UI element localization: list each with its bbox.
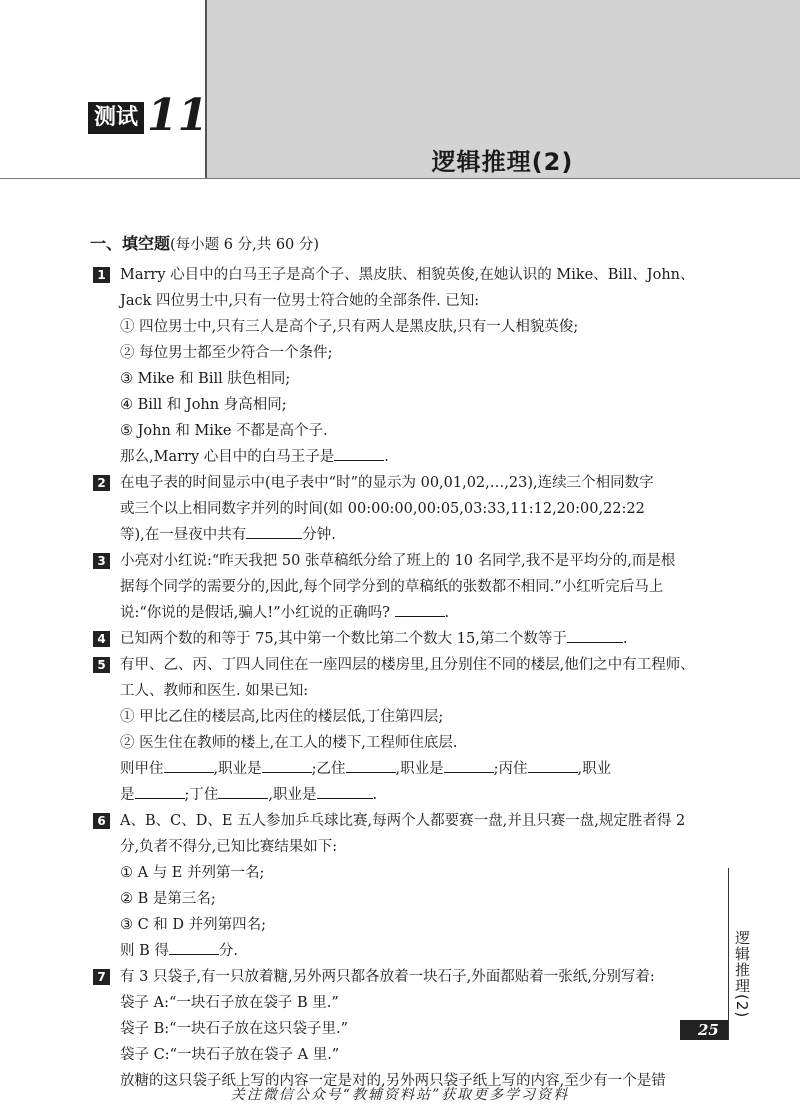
sidebar-chapter-label: 逻辑推理(2) bbox=[733, 930, 751, 1019]
question-text-fragment: ,职业是 bbox=[395, 761, 444, 777]
question-text-line bbox=[120, 756, 715, 782]
question-text-line bbox=[120, 626, 715, 652]
section-title: 一、填空题 bbox=[90, 234, 171, 253]
question-text-line bbox=[120, 782, 715, 808]
bag-label-line: 袋子 B:“一块石子放在这只袋子里.” bbox=[120, 1021, 349, 1037]
question-text-line: 分,负者不得分,已知比赛结果如下: bbox=[120, 839, 338, 855]
answer-blank[interactable] bbox=[528, 758, 578, 773]
question-text-line: 小亮对小红说:“昨天我把 50 张草稿纸分给了班上的 10 名同学,我不是平均分的,而是根 bbox=[120, 553, 676, 569]
question-text-line: 有 3 只袋子,有一只放着糖,另外两只都各放着一块石子,外面都贴着一张纸,分别写着: bbox=[120, 969, 655, 985]
question-7 bbox=[90, 964, 715, 1094]
answer-blank[interactable] bbox=[567, 628, 623, 643]
question-text-line: 在电子表的时间显示中(电子表中“时”的显示为 00,01,02,…,23),连续三个相同数字 bbox=[120, 475, 654, 491]
question-text-fragment: 说:“你说的是假话,骗人!”小红说的正确吗? bbox=[120, 605, 390, 621]
bag-label-line: 袋子 A:“一块石子放在袋子 B 里.” bbox=[120, 995, 339, 1011]
question-text-fragment: ;丙住 bbox=[493, 761, 528, 777]
question-text-line: 或三个以上相同数字并列的时间(如 00:00:00,00:05,03:33,11:12,20:00,22:22 bbox=[120, 501, 645, 517]
question-text-fragment: 分. bbox=[218, 943, 238, 959]
answer-blank[interactable] bbox=[346, 758, 396, 773]
question-text-line bbox=[120, 600, 715, 626]
question-number-badge: 3 bbox=[93, 553, 110, 569]
answer-blank[interactable] bbox=[317, 784, 373, 799]
answer-blank[interactable] bbox=[444, 758, 494, 773]
answer-blank[interactable] bbox=[169, 940, 219, 955]
answer-blank[interactable] bbox=[135, 784, 185, 799]
question-text-fragment: . bbox=[384, 449, 389, 465]
question-text-fragment: ,职业是 bbox=[213, 761, 262, 777]
condition-line: ② 医生住在教师的楼上,在工人的楼下,工程师住底层. bbox=[120, 735, 458, 751]
question-3 bbox=[90, 548, 715, 626]
question-text-fragment: . bbox=[622, 631, 628, 647]
condition-line: ③ Mike 和 Bill 肤色相同; bbox=[120, 371, 291, 387]
question-text-fragment: 则甲住 bbox=[120, 761, 164, 777]
question-text-fragment: 已知两个数的和等于 75,其中第一个数比第二个数大 15,第二个数等于 bbox=[120, 631, 567, 647]
question-1 bbox=[90, 262, 715, 470]
question-text-line: 据每个同学的需要分的,因此,每个同学分到的草稿纸的张数都不相同.”小红听完后马上 bbox=[120, 579, 664, 595]
question-text-fragment: 等),在一昼夜中共有 bbox=[120, 527, 247, 543]
bag-label-line: 袋子 C:“一块石子放在袋子 A 里.” bbox=[120, 1047, 340, 1063]
question-text-fragment: . bbox=[444, 605, 450, 621]
question-text-line: A、B、C、D、E 五人参加乒乓球比赛,每两个人都要赛一盘,并且只赛一盘,规定胜者得 2 bbox=[120, 813, 686, 829]
question-number-badge: 4 bbox=[93, 631, 110, 647]
answer-blank[interactable] bbox=[334, 446, 384, 461]
question-text-line: 工人、教师和医生. 如果已知: bbox=[120, 683, 309, 699]
question-text-line: Marry 心目中的白马王子是高个子、黑皮肤、相貌英俊,在她认识的 Mike、Bill、John、 bbox=[120, 267, 695, 283]
question-6 bbox=[90, 808, 715, 964]
condition-line: ⑤ John 和 Mike 不都是高个子. bbox=[120, 423, 328, 439]
page-title: 逻辑推理(2) bbox=[431, 148, 574, 176]
question-2 bbox=[90, 470, 715, 548]
question-text-line bbox=[120, 522, 715, 548]
condition-line: ④ Bill 和 John 身高相同; bbox=[120, 397, 287, 413]
question-text-fragment: . bbox=[372, 787, 378, 803]
question-text-fragment: ;丁住 bbox=[184, 787, 219, 803]
question-number-badge: 2 bbox=[93, 475, 110, 491]
badge-number: 11 bbox=[147, 90, 209, 141]
question-text-line: Jack 四位男士中,只有一位男士符合她的全部条件. 已知: bbox=[120, 293, 480, 309]
condition-line: ③ C 和 D 并列第四名; bbox=[120, 917, 267, 933]
footer-note: 关注微信公众号“教辅资料站”获取更多学习资料 bbox=[230, 1087, 570, 1103]
question-text-fragment: ;乙住 bbox=[311, 761, 346, 777]
question-text-line: 有甲、乙、丙、丁四人同住在一座四层的楼房里,且分别住不同的楼层,他们之中有工程师、 bbox=[120, 657, 695, 673]
condition-line: ① 四位男士中,只有三人是高个子,只有两人是黑皮肤,只有一人相貌英俊; bbox=[120, 319, 579, 335]
question-text-fragment: 则 B 得 bbox=[120, 943, 169, 959]
answer-blank[interactable] bbox=[262, 758, 312, 773]
answer-blank[interactable] bbox=[164, 758, 214, 773]
question-number-badge: 1 bbox=[93, 267, 110, 283]
header-divider bbox=[0, 178, 800, 179]
question-list bbox=[90, 262, 715, 1094]
section-subtitle: (每小题 6 分,共 60 分) bbox=[170, 237, 320, 253]
condition-line: ① 甲比乙住的楼层高,比丙住的楼层低,丁住第四层; bbox=[120, 709, 444, 725]
answer-blank[interactable] bbox=[395, 602, 445, 617]
badge-label: 测试 bbox=[88, 102, 144, 134]
question-text-fragment: ,职业是 bbox=[268, 787, 317, 803]
condition-line: ② B 是第三名; bbox=[120, 891, 216, 907]
condition-line: ② 每位男士都至少符合一个条件; bbox=[120, 345, 333, 361]
question-text-fragment: 是 bbox=[120, 787, 135, 803]
question-text-line: 放糖的这只袋子纸上写的内容一定是对的,另外两只袋子纸上写的内容,至少有一个是错 bbox=[120, 1073, 666, 1089]
answer-blank[interactable] bbox=[246, 524, 302, 539]
question-text-fragment: 分钟. bbox=[302, 527, 336, 543]
condition-line: ① A 与 E 并列第一名; bbox=[120, 865, 265, 881]
question-number-badge: 6 bbox=[93, 813, 110, 829]
question-number-badge: 7 bbox=[93, 969, 110, 985]
page-number: 25 bbox=[698, 1021, 719, 1039]
question-5 bbox=[90, 652, 715, 808]
answer-blank[interactable] bbox=[218, 784, 268, 799]
question-text-fragment: ,职业 bbox=[577, 761, 612, 777]
question-text-line bbox=[120, 444, 715, 470]
question-number-badge: 5 bbox=[93, 657, 110, 673]
test-badge bbox=[88, 90, 209, 141]
sidebar-divider bbox=[728, 868, 729, 1040]
section-heading bbox=[90, 231, 319, 254]
question-4 bbox=[90, 626, 715, 652]
question-text-fragment: 那么,Marry 心目中的白马王子是 bbox=[120, 449, 335, 465]
question-text-line bbox=[120, 938, 715, 964]
